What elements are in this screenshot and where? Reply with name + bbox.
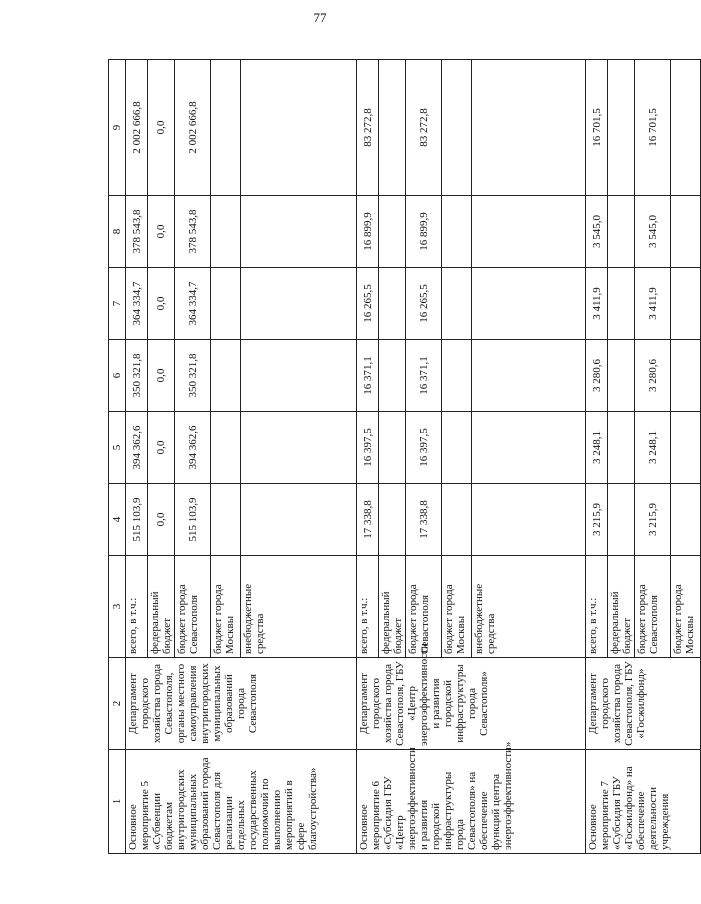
value-cell xyxy=(442,60,472,196)
header-cell: 5 xyxy=(109,412,126,484)
value-cell xyxy=(608,196,635,268)
value-cell xyxy=(379,268,406,340)
value-cell: 3 215,9 xyxy=(586,484,608,556)
value-cell xyxy=(442,340,472,412)
value-cell: 3 280,6 xyxy=(586,340,608,412)
value-cell: 83 272,8 xyxy=(406,60,442,196)
value-cell xyxy=(241,196,357,268)
funding-source-cell: федеральный бюджет xyxy=(608,556,635,658)
value-cell: 0,0 xyxy=(148,484,175,556)
value-cell xyxy=(211,484,241,556)
table-row xyxy=(586,60,608,854)
value-cell: 0,0 xyxy=(148,412,175,484)
header-cell: 1 xyxy=(109,750,126,854)
value-cell: 3 411,9 xyxy=(586,268,608,340)
value-cell: 378 543,8 xyxy=(126,196,148,268)
value-cell xyxy=(442,412,472,484)
value-cell xyxy=(379,196,406,268)
value-cell xyxy=(608,60,635,196)
funding-source-cell: всего, в т.ч.: xyxy=(126,556,148,658)
funding-source-cell: бюджет города Севастополя xyxy=(635,556,671,658)
value-cell xyxy=(472,196,586,268)
value-cell xyxy=(472,268,586,340)
value-cell xyxy=(608,484,635,556)
funding-source-cell: бюджет города Москвы xyxy=(442,556,472,658)
value-cell: 0,0 xyxy=(148,340,175,412)
funding-source-cell: бюджет города Севастополя xyxy=(406,556,442,658)
value-cell: 364 334,7 xyxy=(175,268,211,340)
value-cell: 3 248,1 xyxy=(635,412,671,484)
value-cell: 16 371,1 xyxy=(357,340,379,412)
value-cell: 16 265,5 xyxy=(406,268,442,340)
value-cell xyxy=(472,412,586,484)
value-cell: 16 701,5 xyxy=(635,60,671,196)
table-row xyxy=(357,60,379,854)
rotated-table-wrapper xyxy=(108,60,696,854)
value-cell xyxy=(211,340,241,412)
value-cell: 0,0 xyxy=(148,268,175,340)
funding-source-cell: всего, в т.ч.: xyxy=(357,556,379,658)
header-cell: 8 xyxy=(109,196,126,268)
value-cell: 378 543,8 xyxy=(175,196,211,268)
value-cell: 3 545,0 xyxy=(635,196,671,268)
value-cell xyxy=(608,412,635,484)
value-cell: 350 321,8 xyxy=(126,340,148,412)
funding-source-cell: внебюджетные средства xyxy=(472,556,586,658)
value-cell: 515 103,9 xyxy=(126,484,148,556)
value-cell: 17 338,8 xyxy=(357,484,379,556)
value-cell xyxy=(671,60,701,196)
value-cell xyxy=(442,484,472,556)
measure-cell: Основное мероприятие 6 «Субсидия ГБУ «Центр энергоэффективности и развития городской инфраструктуры города Севастополя» на обеспечение функций центра энергоэффективности» xyxy=(357,750,586,854)
page-number: 77 xyxy=(313,10,327,25)
value-cell: 2 002 666,8 xyxy=(126,60,148,196)
funding-source-cell: всего, в т.ч.: xyxy=(586,556,608,658)
value-cell xyxy=(211,60,241,196)
value-cell xyxy=(472,340,586,412)
header-cell: 2 xyxy=(109,658,126,750)
header-cell: 9 xyxy=(109,60,126,196)
value-cell: 3 248,1 xyxy=(586,412,608,484)
value-cell: 16 371,1 xyxy=(406,340,442,412)
value-cell: 16 899,9 xyxy=(406,196,442,268)
value-cell xyxy=(241,268,357,340)
funding-source-cell: федеральный бюджет xyxy=(148,556,175,658)
value-cell xyxy=(241,340,357,412)
value-cell xyxy=(442,196,472,268)
funding-source-cell: бюджет города Севастополя xyxy=(175,556,211,658)
value-cell xyxy=(671,196,701,268)
value-cell: 3 215,9 xyxy=(635,484,671,556)
executor-cell: Департамент городского хозяйства города Севастополя, органы местного самоуправления внутригородских муниципальных образований города Севастополя xyxy=(126,658,357,750)
value-cell: 16 701,5 xyxy=(586,60,608,196)
funding-source-cell: бюджет города Москвы xyxy=(671,556,701,658)
value-cell: 16 899,9 xyxy=(357,196,379,268)
value-cell: 3 411,9 xyxy=(635,268,671,340)
executor-cell: Департамент городского хозяйства города Севастополя, ГБУ «Центр энергоэффективности и развития городской инфраструктуры города Севастополя» xyxy=(357,658,586,750)
value-cell xyxy=(211,412,241,484)
value-cell: 364 334,7 xyxy=(126,268,148,340)
funding-source-cell: федеральный бюджет xyxy=(379,556,406,658)
value-cell: 16 265,5 xyxy=(357,268,379,340)
header-cell: 3 xyxy=(109,556,126,658)
value-cell xyxy=(472,484,586,556)
value-cell xyxy=(442,268,472,340)
value-cell xyxy=(241,484,357,556)
value-cell: 17 338,8 xyxy=(406,484,442,556)
header-cell: 6 xyxy=(109,340,126,412)
measure-cell: Основное мероприятие 5 «Субвенции бюджетам внутригородских муниципальных образований города Севастополя для реализации отдельных государственных полномочий по выполнению мероприятий в сфере благоустройства» xyxy=(126,750,357,854)
value-cell xyxy=(379,484,406,556)
value-cell: 350 321,8 xyxy=(175,340,211,412)
rotated-table-container xyxy=(108,60,696,854)
value-cell: 16 397,5 xyxy=(406,412,442,484)
value-cell xyxy=(671,268,701,340)
value-cell xyxy=(608,268,635,340)
value-cell xyxy=(608,340,635,412)
value-cell: 83 272,8 xyxy=(357,60,379,196)
value-cell xyxy=(241,412,357,484)
table-row xyxy=(126,60,148,854)
value-cell xyxy=(671,340,701,412)
header-cell: 4 xyxy=(109,484,126,556)
value-cell: 16 397,5 xyxy=(357,412,379,484)
value-cell: 394 362,6 xyxy=(175,412,211,484)
value-cell: 0,0 xyxy=(148,60,175,196)
value-cell: 515 103,9 xyxy=(175,484,211,556)
value-cell xyxy=(379,412,406,484)
header-row xyxy=(109,60,126,854)
value-cell: 3 280,6 xyxy=(635,340,671,412)
value-cell xyxy=(379,60,406,196)
value-cell xyxy=(241,60,357,196)
funding-source-cell: бюджет города Москвы xyxy=(211,556,241,658)
executor-cell: Департамент городского хозяйства города Севастополя, ГБУ «Госжилфонд» xyxy=(586,658,701,750)
value-cell: 0,0 xyxy=(148,196,175,268)
value-cell xyxy=(671,484,701,556)
value-cell xyxy=(211,196,241,268)
value-cell: 394 362,6 xyxy=(126,412,148,484)
value-cell xyxy=(379,340,406,412)
value-cell xyxy=(472,60,586,196)
value-cell xyxy=(211,268,241,340)
value-cell: 2 002 666,8 xyxy=(175,60,211,196)
header-cell: 7 xyxy=(109,268,126,340)
value-cell xyxy=(671,412,701,484)
measure-cell: Основное мероприятие 7 «Субсидия ГБУ «Госжилфонд» на обеспечение деятельности учреждения xyxy=(586,750,701,854)
funding-source-cell: внебюджетные средства xyxy=(241,556,357,658)
program-funding-table xyxy=(108,59,701,854)
value-cell: 3 545,0 xyxy=(586,196,608,268)
